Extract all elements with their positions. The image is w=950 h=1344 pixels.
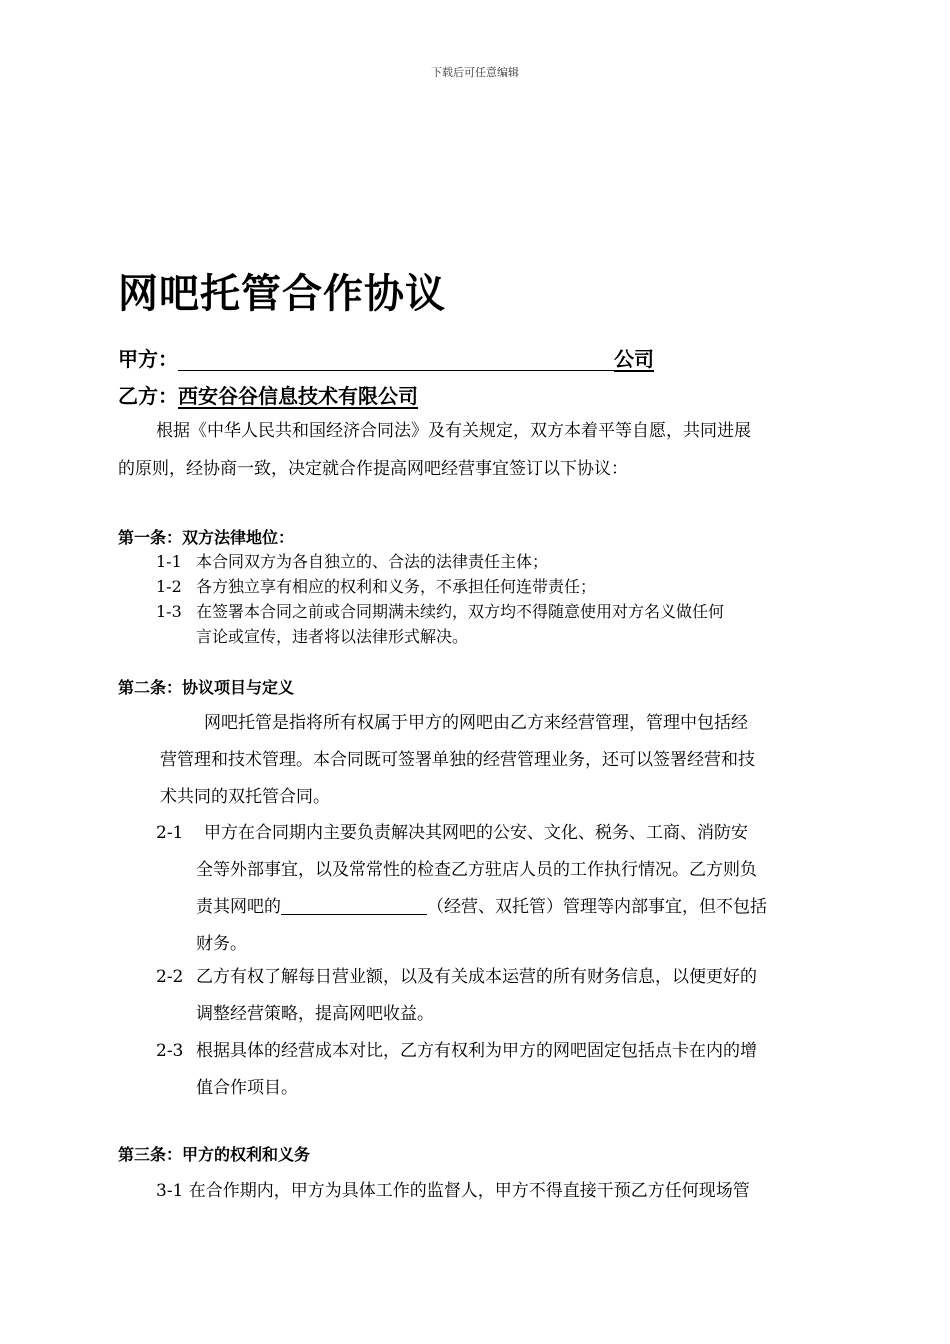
party-a-line — [118, 346, 654, 372]
article-1-item-3-num: 1-3 — [156, 602, 182, 621]
article-3-heading: 第三条：甲方的权利和义务 — [118, 1145, 311, 1164]
article-2-item-2-line-1: 乙方有权了解每日营业额，以及有关成本运营的所有财务信息，以便更好的 — [196, 967, 757, 987]
article-1-item-3-text-line-2: 言论或宣传，违者将以法律形式解决。 — [196, 627, 469, 646]
article-2-item-1-line-3-before: 责其网吧的 — [196, 897, 281, 917]
article-3-item-1-line-1: 3-1 在合作期内，甲方为具体工作的监督人，甲方不得直接干预乙方任何现场管 — [156, 1181, 750, 1201]
article-2-item-2-line-2: 调整经营策略，提高网吧收益。 — [196, 1004, 434, 1024]
article-1-item-3-text-line-1: 在签署本合同之前或合同期满未续约，双方均不得随意使用对方名义做任何 — [196, 602, 725, 621]
article-2-item-1-line-2: 全等外部事宜，以及常常性的检查乙方驻店人员的工作执行情况。乙方则负 — [196, 860, 757, 880]
party-a-blank[interactable] — [178, 346, 614, 371]
article-2-item-1-line-3-after: （经营、双托管）管理等内部事宜，但不包括 — [427, 897, 767, 917]
article-2-item-3-num: 2-3 — [156, 1041, 184, 1061]
intro-line-2: 的原则，经协商一致，决定就合作提高网吧经营事宜签订以下协议： — [118, 459, 628, 479]
party-b-label: 乙方： — [118, 384, 178, 408]
party-b-line — [118, 383, 418, 409]
article-2-item-2-num: 2-2 — [156, 967, 184, 987]
article-2-item-3-line-2: 值合作项目。 — [196, 1078, 298, 1098]
article-2-item-1-line-3 — [196, 896, 767, 918]
article-1-heading: 第一条：双方法律地位： — [118, 528, 295, 547]
article-2-item-1-num: 2-1 — [156, 823, 184, 843]
article-1-item-1-text: 本合同双方为各自独立的、合法的法律责任主体； — [196, 552, 549, 571]
party-a-label: 甲方： — [118, 347, 178, 371]
article-2-definition-line-3: 术共同的双托管合同。 — [160, 787, 330, 807]
article-2-item-3-line-1: 根据具体的经营成本对比，乙方有权利为甲方的网吧固定包括点卡在内的增 — [196, 1041, 757, 1061]
party-a-suffix: 公司 — [614, 347, 654, 371]
intro-line-1: 根据《中华人民共和国经济合同法》及有关规定，双方本着平等自愿，共同进展 — [156, 421, 751, 441]
article-1-item-2-text: 各方独立享有相应的权利和义务，不承担任何连带责任； — [196, 577, 597, 596]
article-2-heading: 第二条：协议项目与定义 — [118, 678, 295, 697]
article-1-item-2-num: 1-2 — [156, 577, 182, 596]
article-2-item-1-line-4: 财务。 — [196, 934, 247, 954]
document-title: 网吧托管合作协议 — [118, 271, 446, 317]
article-2-definition-line-2: 营管理和技术管理。本合同既可签署单独的经营管理业务，还可以签署经营和技 — [160, 750, 755, 770]
article-2-item-1-line-1: 甲方在合同期内主要负责解决其网吧的公安、文化、税务、工商、消防安 — [204, 823, 748, 843]
article-1-item-1-num: 1-1 — [156, 552, 182, 571]
party-b-name: 西安谷谷信息技术有限公司 — [178, 384, 418, 408]
article-2-definition-line-1: 网吧托管是指将所有权属于甲方的网吧由乙方来经营管理，管理中包括经 — [204, 713, 748, 733]
management-type-blank[interactable] — [281, 896, 427, 915]
header-note: 下载后可任意编辑 — [431, 66, 519, 79]
